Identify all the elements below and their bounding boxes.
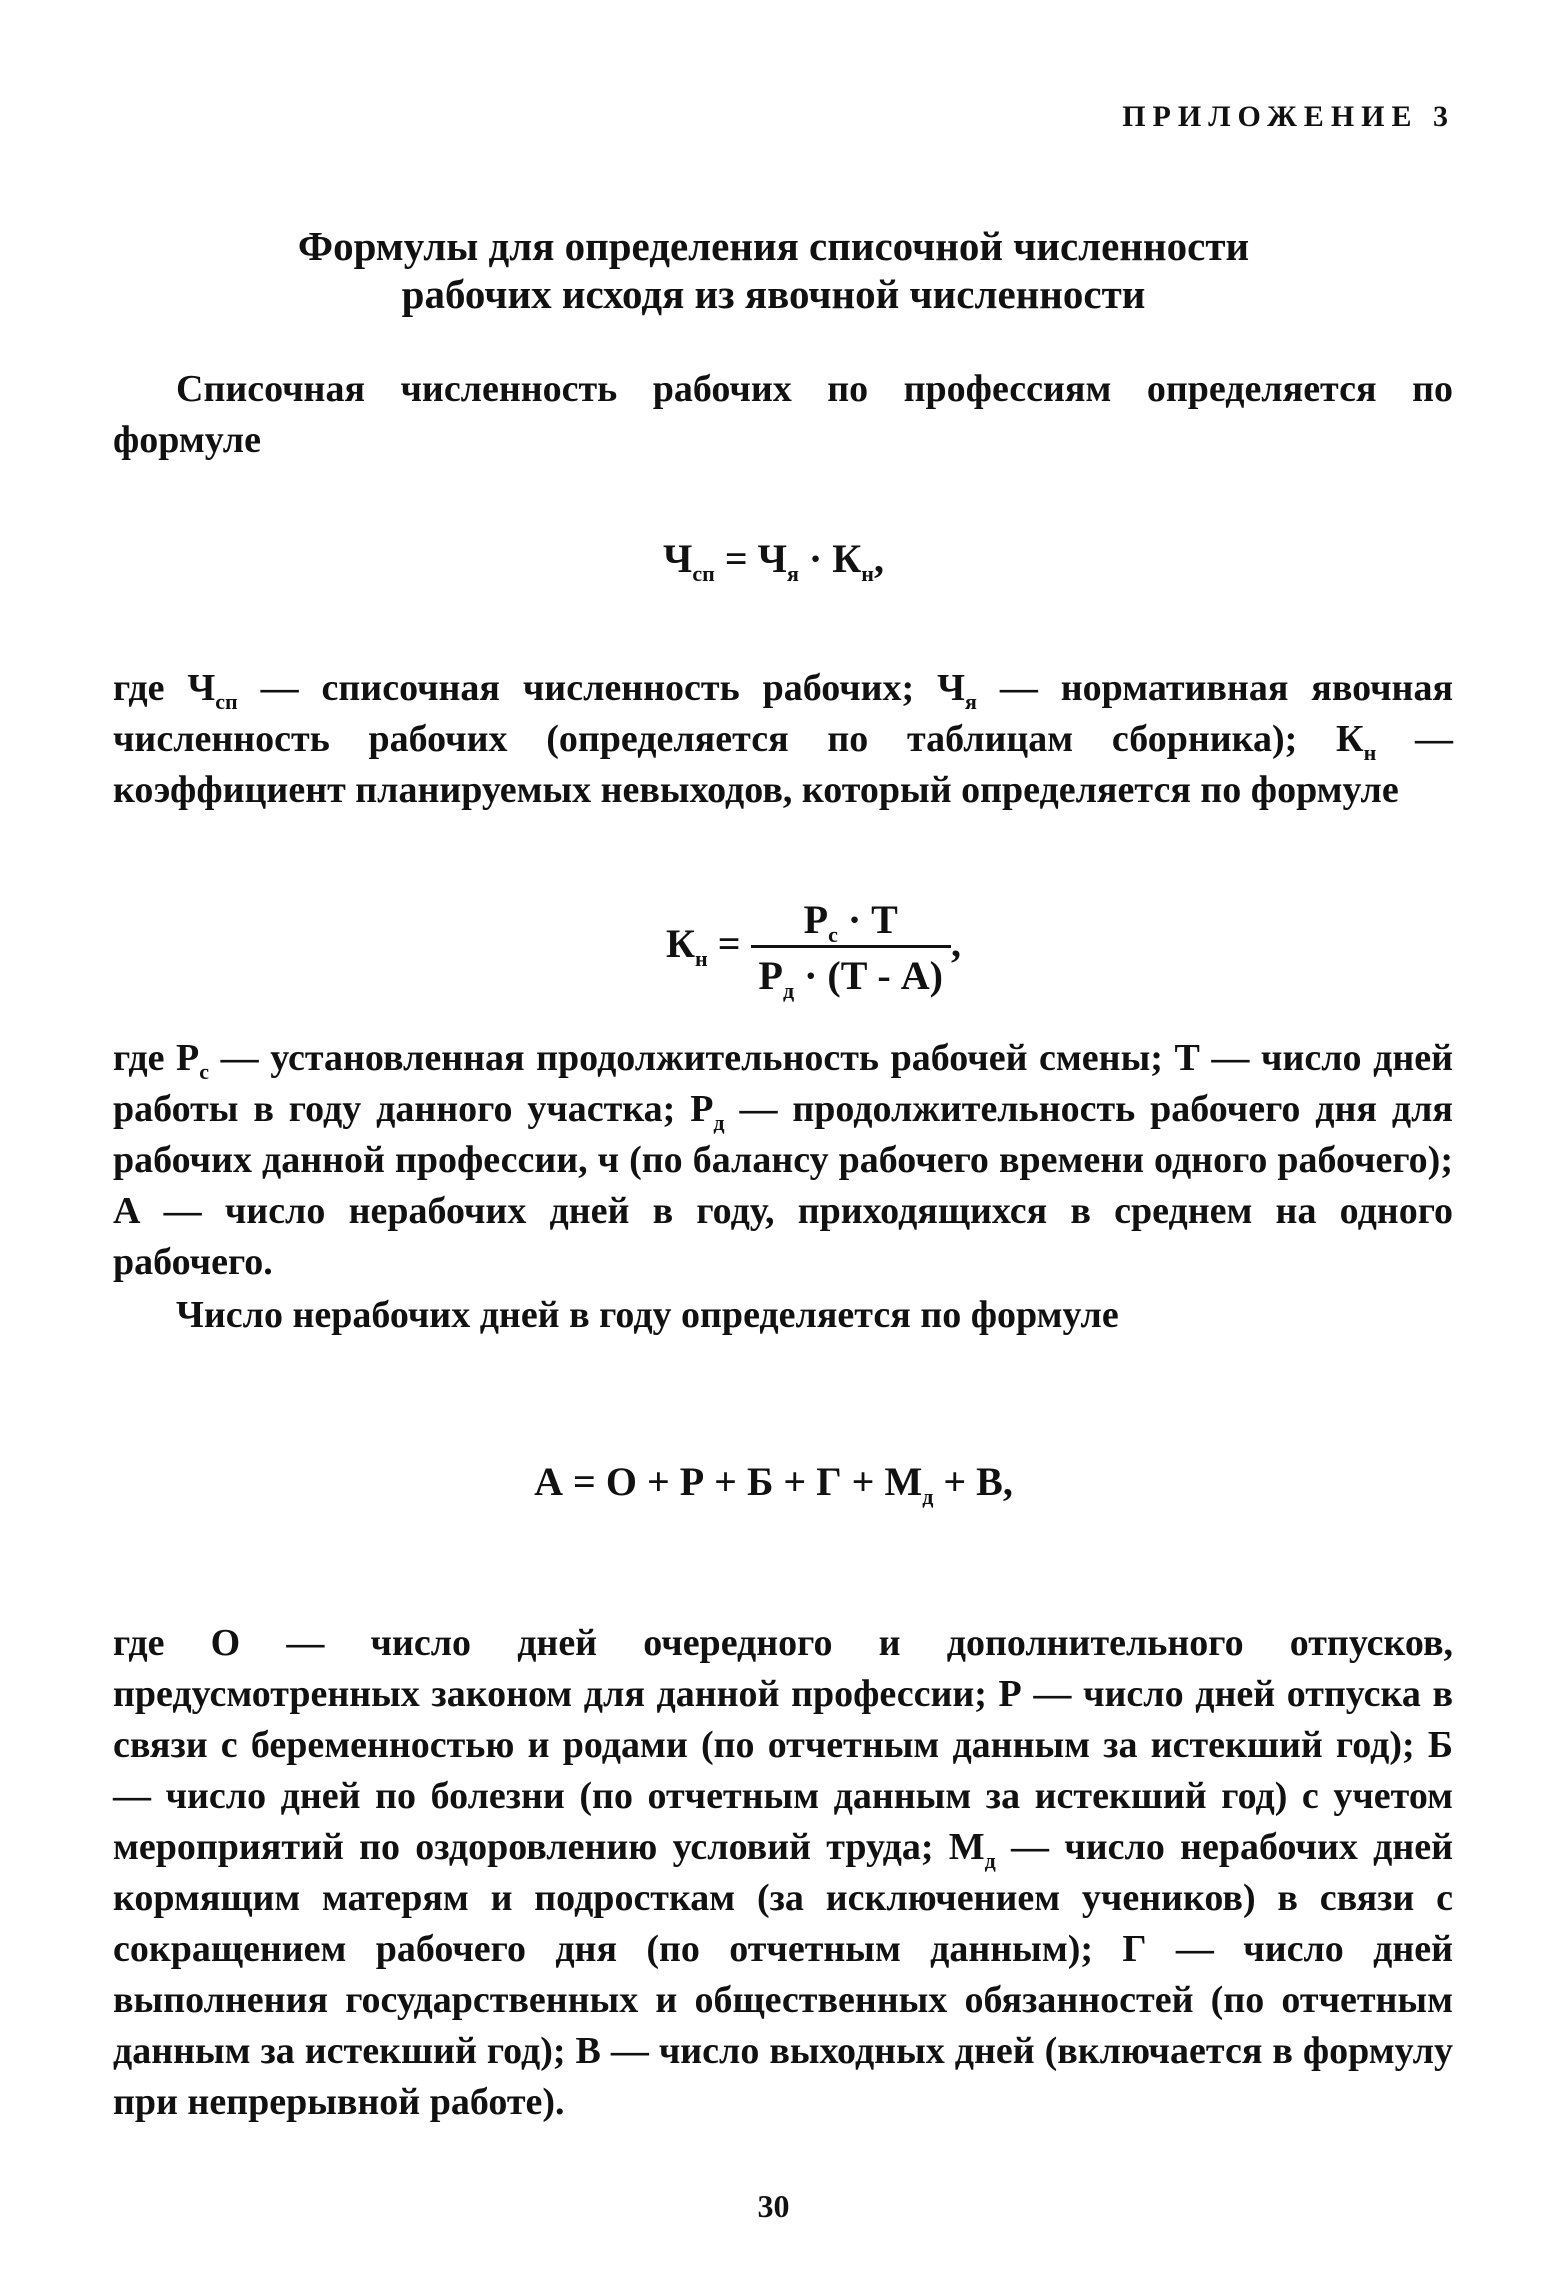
- paragraph-nonworking-days: Число нерабочих дней в году определяется по формуле: [176, 1294, 1119, 1336]
- formula-coefficient-lhs: $К_н$ =: [666, 920, 741, 971]
- section-title: [0, 222, 1547, 318]
- page-number: 30: [757, 2188, 790, 2224]
- formula-coefficient-fraction: [751, 896, 951, 1003]
- formula-coefficient: [0, 896, 1547, 1003]
- paragraph-intro: Списочная численность рабочих по профессиям определяется по формуле: [113, 368, 1453, 461]
- paragraph-variables-2: где $Р_с$ — установленная продолжительность рабочей смены; Т — число дней работы в году данного участка; $Р_д$ — продолжительность рабочего дня для рабочих данной профессии, ч (по балансу рабочего времени одного рабочего); А — число нерабочих дней в году, приходящихся в среднем на одного рабочего.: [113, 1037, 1453, 1283]
- appendix-label: ПРИЛОЖЕНИЕ 3: [1122, 100, 1455, 133]
- paragraph-variables-3: где О — число дней очередного и дополнительного отпусков, предусмотренных законом для данной профессии; Р — число дней отпуска в связи с беременностью и родами (по отчетным данным за истекший год); Б — число дней по болезни (по отчетным данным за истекший год) с учетом мероприятий по оздоровлению условий труда; $М_д$ — число нерабочих дней кормящим матерям и подросткам (за исключением учеников) в связи с сокращением рабочего дня (по отчетным данным); Г — число дней выполнения государственных и общественных обязанностей (по отчетным данным за истекший год); В — число выходных дней (включается в формулу при непрерывной работе).: [113, 1622, 1453, 2123]
- fraction-denominator: $Р_д \cdot (Т - А)$: [758, 953, 943, 1003]
- paragraph-variables-1: где $Ч_{сп}$ — списочная численность рабочих; $Ч_я$ — нормативная явочная численность рабочих (определяется по таблицам сборника); $К_н$ — коэффициент планируемых невыходов, который определяется по формуле: [113, 667, 1454, 811]
- formula-nonworking-days: $А = О + Р + Б + Г + М_д + В$,: [534, 1459, 1013, 1509]
- fraction-numerator: $Р_с \cdot Т$: [751, 896, 951, 948]
- section-title-line-1: Формулы для определения списочной численности: [297, 223, 1250, 269]
- formula-coefficient-comma: ,: [950, 920, 961, 966]
- section-title-line-2: рабочих исходя из явочной численности: [401, 271, 1146, 317]
- formula-headcount: $Ч_{сп} = Ч_я \cdot К_н$,: [663, 536, 884, 586]
